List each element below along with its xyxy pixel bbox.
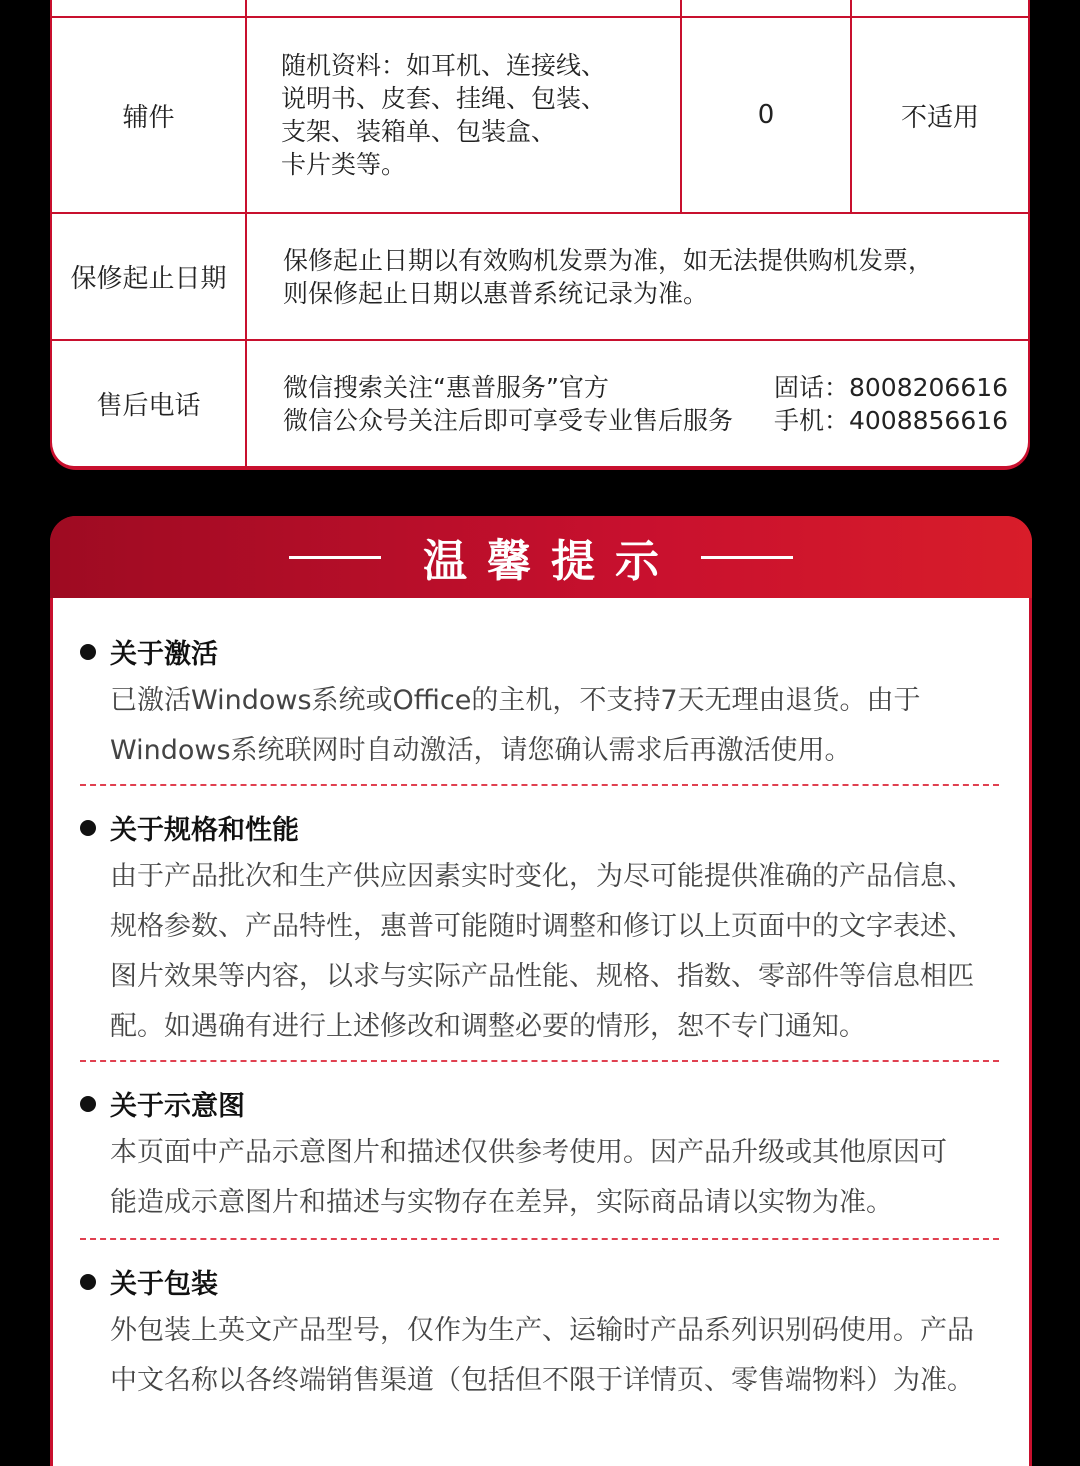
- content-line: 随机资料：如耳机、连接线、: [281, 51, 607, 80]
- row-label-cell: [52, 341, 247, 466]
- tip-heading: [80, 1262, 218, 1301]
- bullet-icon: [80, 820, 96, 836]
- tips-card: [50, 516, 1032, 1466]
- tip-line: 规格参数、产品特性，惠普可能随时调整和修订以上页面中的文字表述、: [110, 911, 974, 942]
- tip-text: [110, 676, 999, 776]
- tip-line: Windows系统联网时自动激活，请您确认需求后再激活使用。: [110, 735, 852, 766]
- content-line: 卡片类等。: [281, 150, 407, 179]
- mobile-phone[interactable]: 手机：4008856616: [774, 405, 1009, 435]
- dashed-divider: [80, 784, 999, 786]
- table-row-stub: [52, 0, 1028, 18]
- bullet-icon: [80, 1096, 96, 1112]
- table-row-warranty-dates: [52, 214, 1028, 341]
- landline-phone[interactable]: 固话：8008206616: [774, 372, 1009, 402]
- content-line: 支架、装箱单、包装盒、: [281, 117, 557, 146]
- tip-line: 中文名称以各终端销售渠道（包括但不限于详情页、零售端物料）为准。: [110, 1365, 974, 1396]
- header-left-rule: [289, 556, 381, 559]
- row-label: 保修起止日期: [70, 264, 227, 294]
- tip-text: [110, 1128, 999, 1228]
- tip-heading: [80, 1084, 245, 1123]
- phone-info-cell: [770, 341, 1028, 466]
- tip-line: 本页面中产品示意图片和描述仅供参考使用。因产品升级或其他原因可: [110, 1137, 947, 1168]
- tip-heading-text: 关于包装: [110, 1269, 218, 1300]
- table-row-accessories: [52, 18, 1028, 214]
- content-line: 说明书、皮套、挂绳、包装、: [281, 84, 607, 113]
- bullet-icon: [80, 644, 96, 660]
- row-content-cell: [247, 18, 682, 212]
- row-label-cell: [52, 18, 247, 212]
- wechat-line: 微信公众号关注后即可享受专业售后服务: [283, 405, 734, 435]
- tip-heading-text: 关于规格和性能: [110, 815, 299, 846]
- row-label: 售后电话: [96, 391, 201, 421]
- warranty-table-card: [50, 0, 1030, 470]
- months-cell: [682, 18, 852, 212]
- service-type: 不适用: [900, 102, 979, 133]
- header-right-rule: [701, 556, 793, 559]
- row-label-cell: [52, 214, 247, 339]
- tip-heading: [80, 808, 299, 847]
- dashed-divider: [80, 1060, 999, 1062]
- tip-heading-text: 关于示意图: [110, 1091, 245, 1122]
- tip-line: 由于产品批次和生产供应因素实时变化，为尽可能提供准确的产品信息、: [110, 861, 974, 892]
- row-content-cell: [247, 214, 1028, 339]
- tip-heading: [80, 632, 218, 671]
- tip-line: 能造成示意图片和描述与实物存在差异，实际商品请以实物为准。: [110, 1187, 893, 1218]
- tip-text: [110, 1306, 999, 1406]
- tip-line: 外包装上英文产品型号，仅作为生产、运输时产品系列识别码使用。产品: [110, 1315, 974, 1346]
- content-line: 则保修起止日期以惠普系统记录为准。: [283, 278, 709, 308]
- bullet-icon: [80, 1274, 96, 1290]
- tips-body: [53, 598, 1029, 1466]
- wechat-line: 微信搜索关注“惠普服务”官方: [283, 372, 609, 402]
- warranty-table: [50, 0, 1030, 466]
- service-cell: [852, 18, 1028, 212]
- dashed-divider: [80, 1238, 999, 1240]
- content-line: 保修起止日期以有效购机发票为准，如无法提供购机发票，: [283, 245, 934, 275]
- tip-line: 配。如遇确有进行上述修改和调整必要的情形，恕不专门通知。: [110, 1011, 866, 1042]
- table-row-service-phone: [52, 341, 1028, 466]
- wechat-info-cell: [247, 341, 767, 466]
- tip-line: 图片效果等内容，以求与实际产品性能、规格、指数、零部件等信息相匹: [110, 961, 974, 992]
- tips-header: [50, 516, 1032, 598]
- row-label: 辅件: [122, 102, 175, 133]
- tip-text: [110, 852, 999, 1052]
- tip-heading-text: 关于激活: [110, 639, 218, 670]
- warranty-months: 0: [757, 100, 775, 130]
- tip-line: 已激活Windows系统或Office的主机，不支持7天无理由退货。由于: [110, 685, 921, 716]
- tips-title: 温馨提示: [423, 536, 679, 587]
